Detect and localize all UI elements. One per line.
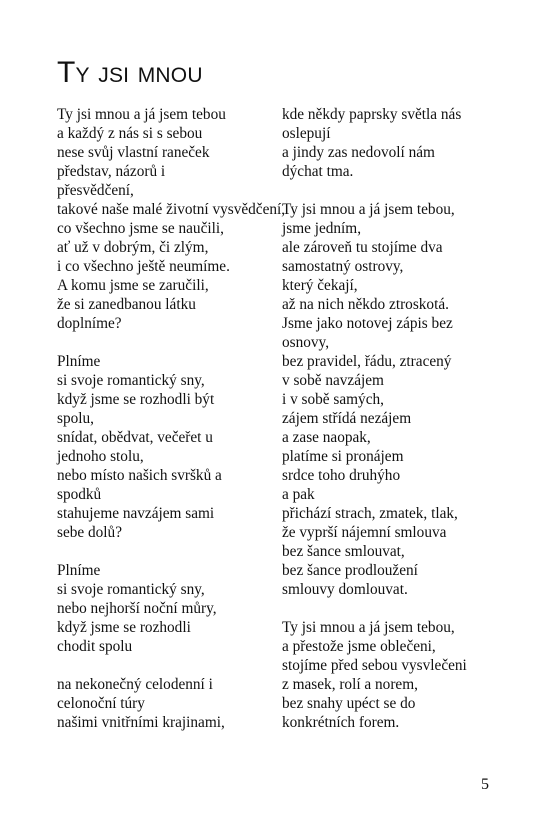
poem-line: z masek, rolí a norem, xyxy=(282,676,418,693)
poem-line: bez snahy upéct se do xyxy=(282,695,416,712)
poem-line: bez pravidel, řádu, ztracený xyxy=(282,353,452,370)
poem-line: bez šance smlouvat, xyxy=(282,543,405,560)
poem-line: v sobě navzájem xyxy=(282,372,384,389)
poem-line: konkrétních forem. xyxy=(282,714,400,731)
page-number: 5 xyxy=(481,776,489,793)
poem-line: oslepují xyxy=(282,125,331,142)
poem-line: a jindy zas nedovolí nám xyxy=(282,144,435,161)
poem-line: a zase naopak, xyxy=(282,429,371,446)
poem-line: kde někdy paprsky světla nás xyxy=(282,106,462,123)
poem-line: zájem střídá nezájem xyxy=(282,410,412,427)
poem-line: až na nich někdo ztroskotá. xyxy=(282,296,449,313)
poem-line: přichází strach, zmatek, tlak, xyxy=(282,505,458,522)
stanza-break xyxy=(282,181,502,200)
poem-line: našimi vnitřními krajinami, xyxy=(57,714,225,731)
poem-line: že si zanedbanou látku xyxy=(57,296,196,313)
poem-line: celonoční túry xyxy=(57,695,145,712)
poem-line: doplníme? xyxy=(57,315,122,332)
poem-line: spolu, xyxy=(57,410,94,427)
poem-line: že vyprší nájemní smlouva xyxy=(282,524,447,541)
poem-line: i co všechno ještě neumíme. xyxy=(57,258,230,275)
poem-line: spodků xyxy=(57,486,102,503)
poem-line: snídat, obědvat, večeřet u xyxy=(57,429,213,446)
stanza-break xyxy=(57,542,277,561)
poem-line: a přestože jsme oblečeni, xyxy=(282,638,436,655)
poem-line: srdce toho druhýho xyxy=(282,467,401,484)
poem-line: nebo místo našich svršků a xyxy=(57,467,222,484)
poem-line: A komu jsme se zaručili, xyxy=(57,277,209,294)
stanza-break xyxy=(282,599,502,618)
poem-line: i v sobě samých, xyxy=(282,391,384,408)
poem-line: nese svůj vlastní raneček xyxy=(57,144,210,161)
poem-line: jsme jedním, xyxy=(282,220,362,237)
poem-line: nebo nejhorší noční můry, xyxy=(57,600,217,617)
poem-line: Plníme xyxy=(57,562,101,579)
poem-line: představ, názorů i xyxy=(57,163,166,180)
poem-line: Plníme xyxy=(57,353,101,370)
stanza-break xyxy=(57,333,277,352)
poem-line: přesvědčení, xyxy=(57,182,134,199)
poem-line: bez šance prodloužení xyxy=(282,562,418,579)
poem-line: co všechno jsme se naučili, xyxy=(57,220,224,237)
poem-line: si svoje romantický sny, xyxy=(57,581,205,598)
poem-line: když jsme se rozhodli xyxy=(57,619,191,636)
poem-line: který čekají, xyxy=(282,277,358,294)
poem-line: a každý z nás si s sebou xyxy=(57,125,203,142)
poem-line: si svoje romantický sny, xyxy=(57,372,205,389)
poem-line: takové naše malé životní vysvědčení, xyxy=(57,201,286,218)
poem-line: a pak xyxy=(282,486,315,503)
poem-line: Jsme jako notovej zápis bez xyxy=(282,315,453,332)
poem-line: stahujeme navzájem sami xyxy=(57,505,215,522)
poem-line: sebe dolů? xyxy=(57,524,122,541)
poem-line: platíme si pronájem xyxy=(282,448,404,465)
poem-line: osnovy, xyxy=(282,334,330,351)
poem-column-left xyxy=(57,105,286,732)
poem-line: samostatný ostrovy, xyxy=(282,258,404,275)
stanza-break xyxy=(57,656,277,675)
poem-line: Ty jsi mnou a já jsem tebou xyxy=(57,106,226,123)
poem-line: když jsme se rozhodli být xyxy=(57,391,215,408)
poem-line: Ty jsi mnou a já jsem tebou, xyxy=(282,201,455,218)
poem-line: Ty jsi mnou a já jsem tebou, xyxy=(282,619,455,636)
poem-line: na nekonečný celodenní i xyxy=(57,676,213,693)
poem-column-right xyxy=(282,105,502,732)
poem-line: dýchat tma. xyxy=(282,163,354,180)
poem-line: jednoho stolu, xyxy=(57,448,144,465)
poem-line: smlouvy domlouvat. xyxy=(282,581,408,598)
poem-line: ale zároveň tu stojíme dva xyxy=(282,239,443,256)
poem-line: chodit spolu xyxy=(57,638,133,655)
poem-line: ať už v dobrým, či zlým, xyxy=(57,239,209,256)
poem-title: Ty jsi mnou xyxy=(57,56,203,89)
poem-line: stojíme před sebou vysvlečeni xyxy=(282,657,467,674)
